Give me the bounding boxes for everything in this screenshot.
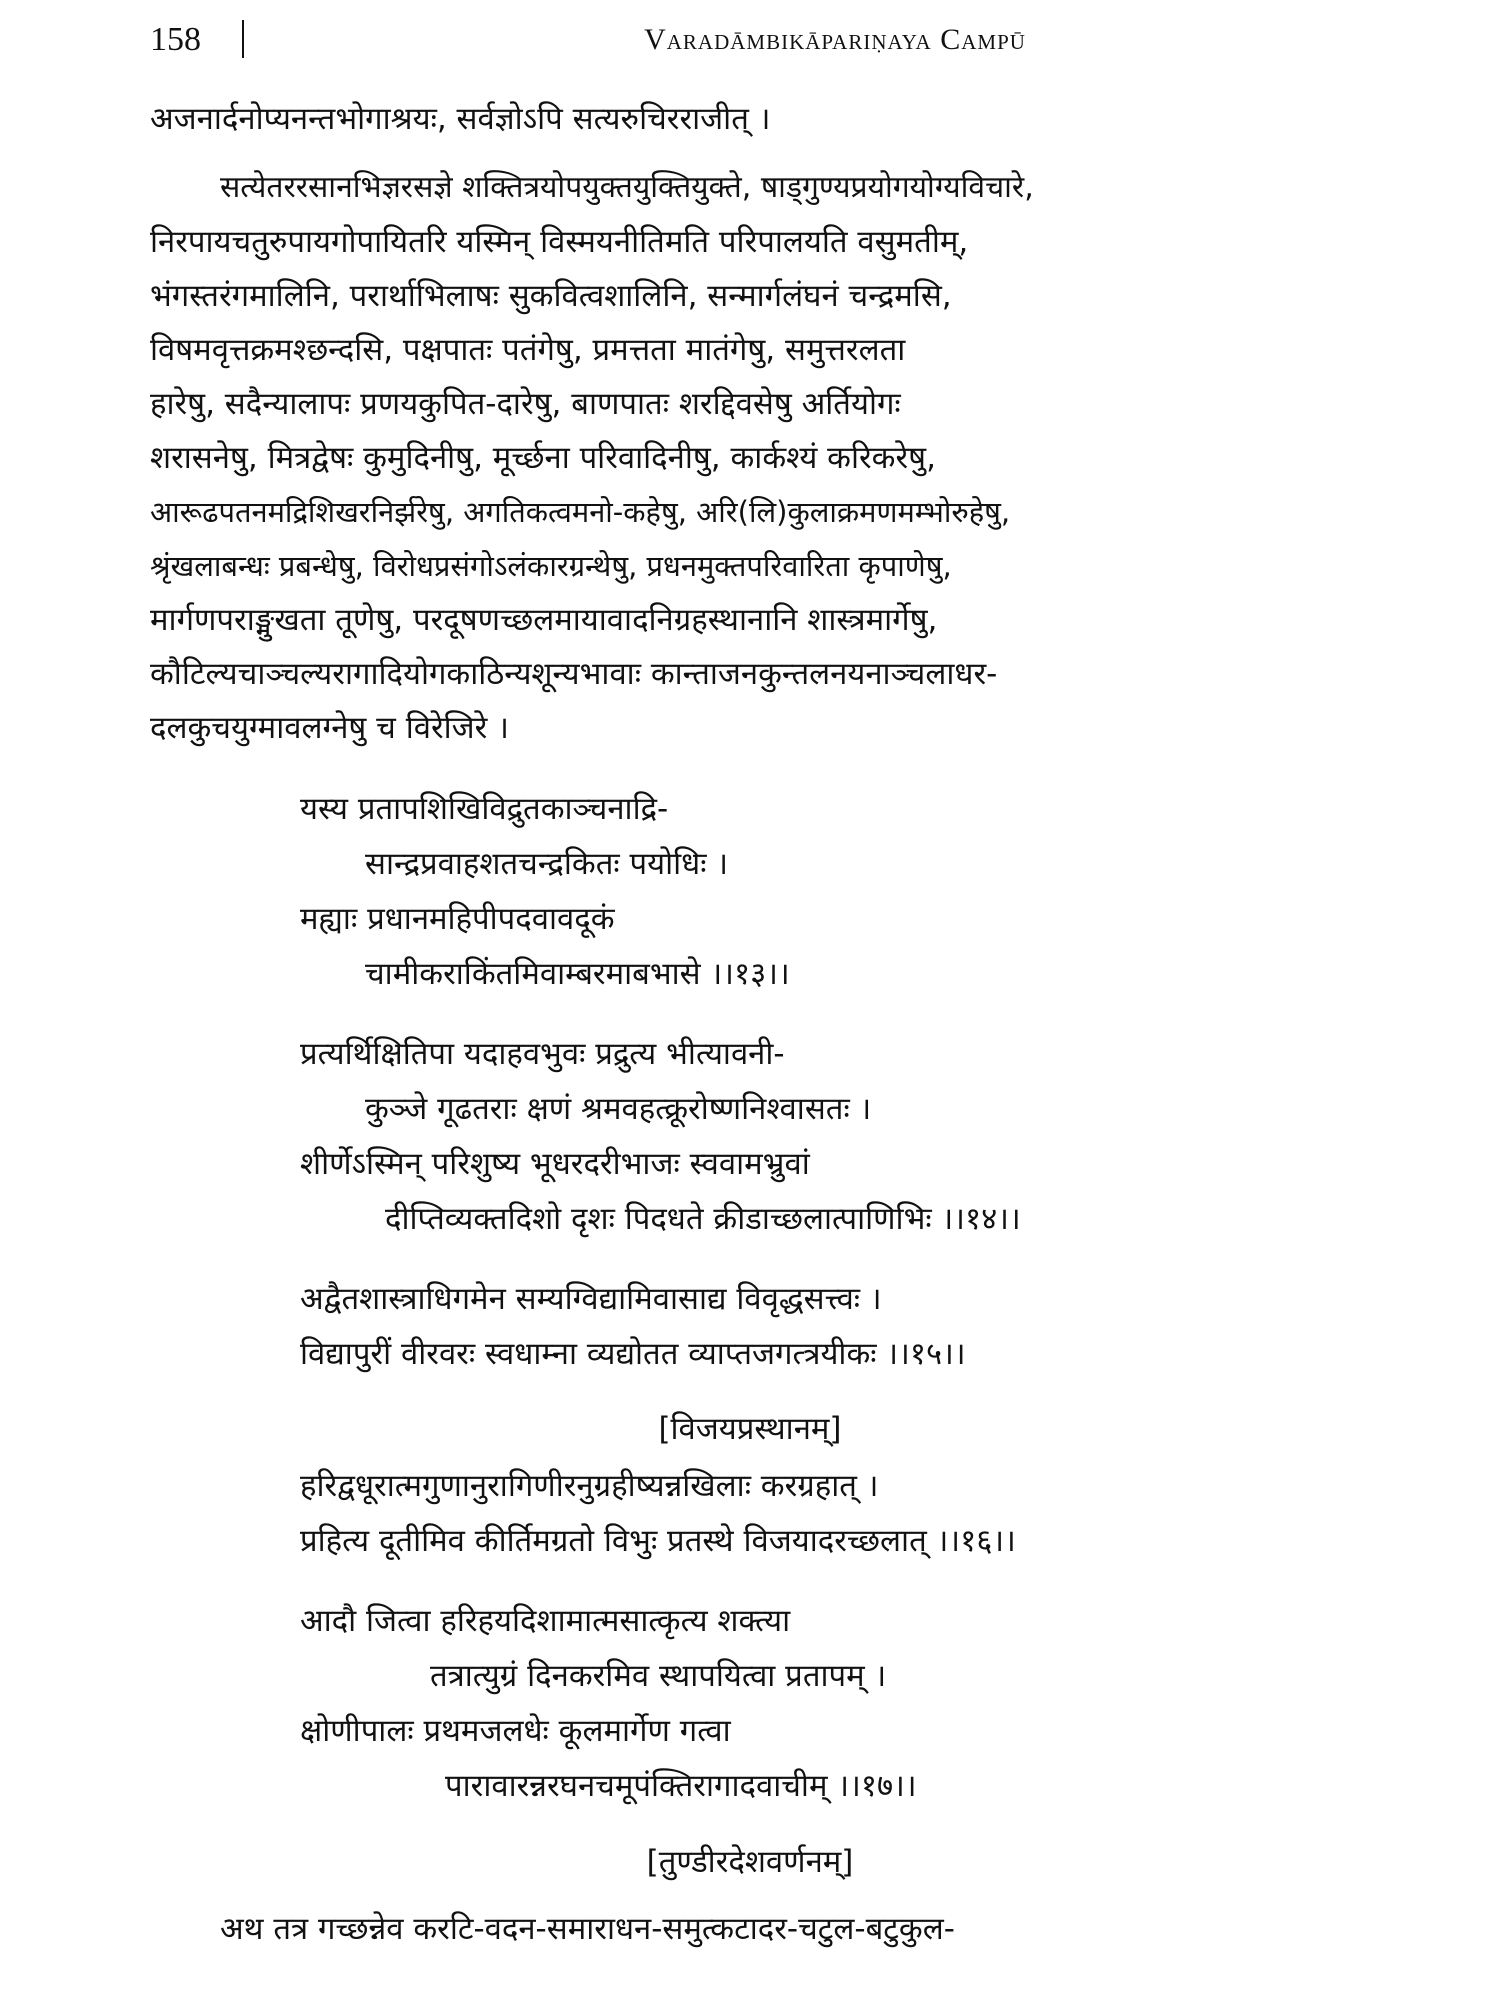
prose-line: निरपायचतुरुपायगोपायितरि यस्मिन् विस्मयनीतिमति परिपालयति वसुमतीम्, (150, 224, 969, 260)
verse-line: सान्द्रप्रवाहशतचन्द्रकितः पयोधिः । (365, 846, 729, 882)
verse-line: हरिद्वधूरात्मगुणानुरागिणीरनुग्रहीष्यन्नखिलाः करग्रहात् । (300, 1468, 879, 1504)
section-heading: [तुण्डीरदेशवर्णनम्] (646, 1844, 854, 1880)
prose-line: विषमवृत्तक्रमश्छन्दसि, पक्षपातः पतंगेषु, प्रमत्तता मातंगेषु, समुत्तरलता (150, 332, 906, 368)
verse-line: आदौ जित्वा हरिहयदिशामात्मसात्कृत्य शक्त्या (300, 1603, 791, 1639)
verse-line: कुञ्जे गूढतराः क्षणं श्रमवहत्क्रूरोष्णनिश्वासतः । (365, 1091, 872, 1127)
page-number: 158 (150, 21, 201, 58)
verse-line: विद्यापुरीं वीरवरः स्वधाम्ना व्यद्योतत व्याप्तजगत्त्रयीकः ।।१५।। (300, 1336, 966, 1372)
prose-line: श्रृंखलाबन्धः प्रबन्धेषु, विरोधप्रसंगोऽलंकारग्रन्थेषु, प्रधनमुक्तपरिवारिता कृपाणेषु, (150, 549, 952, 583)
prose-line: भंगस्तरंगमालिनि, परार्थाभिलाषः सुकवित्वशालिनि, सन्मार्गलंघनं चन्द्रमसि, (150, 278, 952, 314)
verse-line: अद्वैतशास्त्राधिगमेन सम्यग्विद्यामिवासाद्य विवृद्धसत्त्वः । (300, 1281, 882, 1317)
verse-line: यस्य प्रतापशिखिविद्रुतकाञ्चनाद्रि- (300, 791, 669, 827)
section-heading: [विजयप्रस्थानम्] (658, 1411, 842, 1447)
prose-line: अथ तत्र गच्छन्नेव करटि-वदन-समाराधन-समुत्कटादर-चटुल-बटुकुल- (220, 1911, 955, 1947)
verse-line: तत्रात्युग्रं दिनकरमिव स्थापयित्वा प्रतापम् । (430, 1658, 887, 1694)
prose-line: शरासनेषु, मित्रद्वेषः कुमुदिनीषु, मूर्च्छना परिवादिनीषु, कार्कश्यं करिकरेषु, (150, 440, 936, 476)
verse-line: मह्याः प्रधानमहिपीपदवावदूकं (300, 901, 615, 937)
prose-line: हारेषु, सदैन्यालापः प्रणयकुपित-दारेषु, बाणपातः शरद्दिवसेषु अर्तियोगः (150, 386, 901, 422)
verse-line: क्षोणीपालः प्रथमजलधेः कूलमार्गेण गत्वा (300, 1713, 731, 1749)
verse-line: चामीकराकिंतमिवाम्बरमाबभासे ।।१३।। (365, 956, 790, 992)
verse-line: पारावारन्नरघनचमूपंक्तिरागादवाचीम् ।।१७।। (445, 1768, 917, 1804)
page-header (150, 10, 1370, 70)
prose-line: मार्गणपराङ्मुखता तूणेषु, परदूषणच्छलमायावादनिग्रहस्थानानि शास्त्रमार्गेषु, (150, 602, 938, 638)
verse-line: प्रहित्य दूतीमिव कीर्तिमग्रतो विभुः प्रतस्थे विजयादरच्छलात् ।।१६।। (300, 1523, 1016, 1559)
prose-line: कौटिल्यचाञ्चल्यरागादियोगकाठिन्यशून्यभावाः कान्ताजनकुन्तलनयनाञ्चलाधर- (150, 656, 998, 692)
prose-line: सत्येतररसानभिज्ञरसज्ञे शक्तित्रयोपयुक्तयुक्तियुक्ते, षाड्गुण्यप्रयोगयोग्यविचारे, (220, 170, 1034, 205)
prose-line: आरूढपतनमद्रिशिखरनिर्झरेषु, अगतिकत्वमनो-कहेषु, अरि(लि)कुलाक्रमणमम्भोरुहेषु, (150, 495, 1011, 529)
prose-line: दलकुचयुग्मावलग्नेषु च विरेजिरे । (150, 710, 509, 746)
header-divider (242, 20, 244, 58)
prose-line: अजनार्दनोप्यनन्तभोगाश्रयः, सर्वज्ञोऽपि सत्यरुचिरराजीत् । (150, 101, 771, 137)
verse-line: प्रत्यर्थिक्षितिपा यदाहवभुवः प्रद्रुत्य भीत्यावनी- (300, 1036, 785, 1072)
verse-line: दीप्तिव्यक्तदिशो दृशः पिदधते क्रीडाच्छलात्पाणिभिः ।।१४।। (385, 1201, 1021, 1237)
running-title: Varadāmbikāpariṇaya Campū (644, 23, 1026, 56)
verse-line: शीर्णेऽस्मिन् परिशुष्य भूधरदरीभाजः स्ववामभ्रुवां (300, 1146, 810, 1182)
